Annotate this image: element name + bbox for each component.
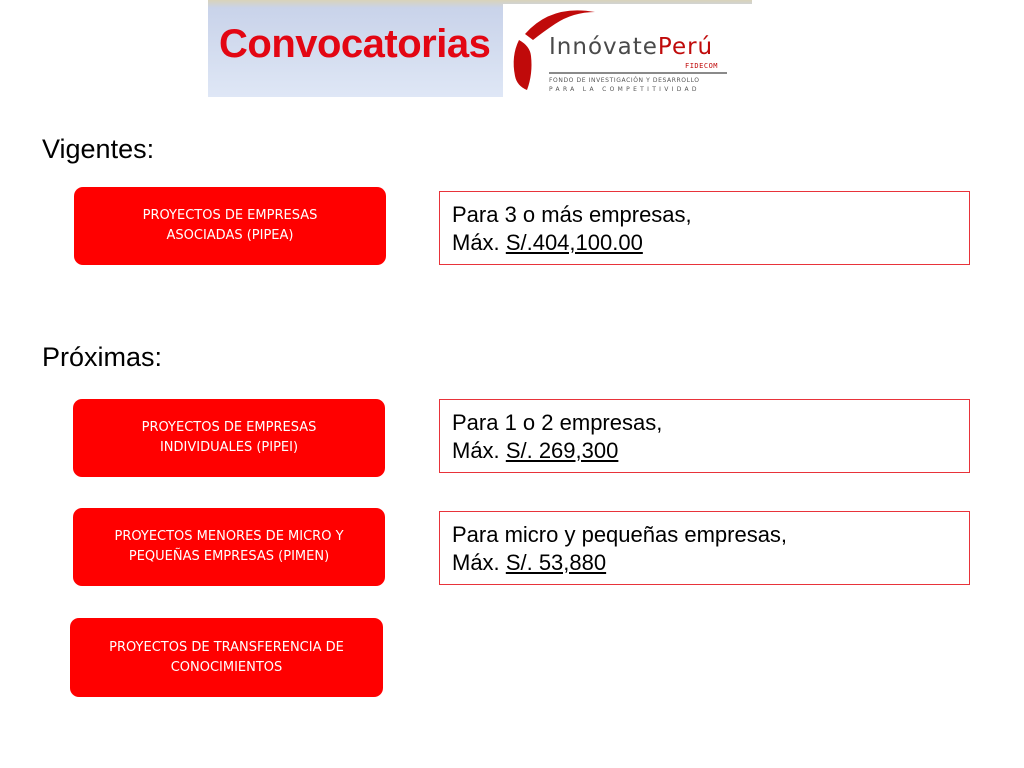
program-button-pipei[interactable] <box>73 399 385 477</box>
program-max <box>452 549 957 577</box>
program-info-pipei <box>439 399 970 473</box>
logo-subtitle: FIDECOM <box>685 62 719 70</box>
max-amount: S/.404,100.00 <box>505 230 643 255</box>
innovate-peru-logo <box>503 4 752 97</box>
logo-divider <box>549 72 727 74</box>
program-label <box>109 638 344 678</box>
logo-foot-line1: FONDO DE INVESTIGACIÓN Y DESARROLLO <box>549 77 700 84</box>
program-label <box>143 206 318 246</box>
program-label-line1: PROYECTOS DE EMPRESAS <box>141 420 317 435</box>
max-label: Máx. <box>452 230 500 255</box>
max-amount: S/. 53,880 <box>505 550 607 575</box>
program-label <box>142 418 317 458</box>
logo-name-part2: Perú <box>657 34 714 60</box>
program-max <box>452 229 957 257</box>
max-amount: S/. 269,300 <box>505 438 619 463</box>
section-heading-proximas: Próximas: <box>42 342 163 372</box>
page-title: Convocatorias <box>219 22 491 66</box>
program-button-pipea[interactable] <box>74 187 386 265</box>
program-button-pimen[interactable] <box>73 508 385 586</box>
program-desc: Para micro y pequeñas empresas, <box>452 522 788 547</box>
program-label-line2: CONOCIMIENTOS <box>170 659 283 675</box>
max-label: Máx. <box>452 438 500 463</box>
program-info-pimen <box>439 511 970 585</box>
logo-wordmark <box>549 34 713 60</box>
program-max <box>452 437 957 465</box>
program-label <box>114 527 343 567</box>
program-desc: Para 3 o más empresas, <box>452 202 692 227</box>
logo-foot-line2: PARA LA COMPETITIVIDAD <box>549 86 700 93</box>
program-label-line1: PROYECTOS MENORES DE MICRO Y <box>114 529 344 544</box>
program-desc: Para 1 o 2 empresas, <box>452 410 663 435</box>
logo-name-part1: Innóvate <box>549 34 658 60</box>
program-label-line2: PEQUEÑAS EMPRESAS (PIMEN) <box>128 549 330 564</box>
max-label: Máx. <box>452 550 500 575</box>
section-heading-vigentes: Vigentes: <box>42 134 155 164</box>
program-label-line1: PROYECTOS DE TRANSFERENCIA DE <box>109 639 344 655</box>
program-label-line1: PROYECTOS DE EMPRESAS <box>142 208 318 223</box>
program-label-line2: ASOCIADAS (PIPEA) <box>166 228 294 243</box>
program-button-transferencia[interactable] <box>70 618 383 697</box>
program-info-pipea <box>439 191 970 265</box>
program-label-line2: INDIVIDUALES (PIPEI) <box>159 440 299 455</box>
